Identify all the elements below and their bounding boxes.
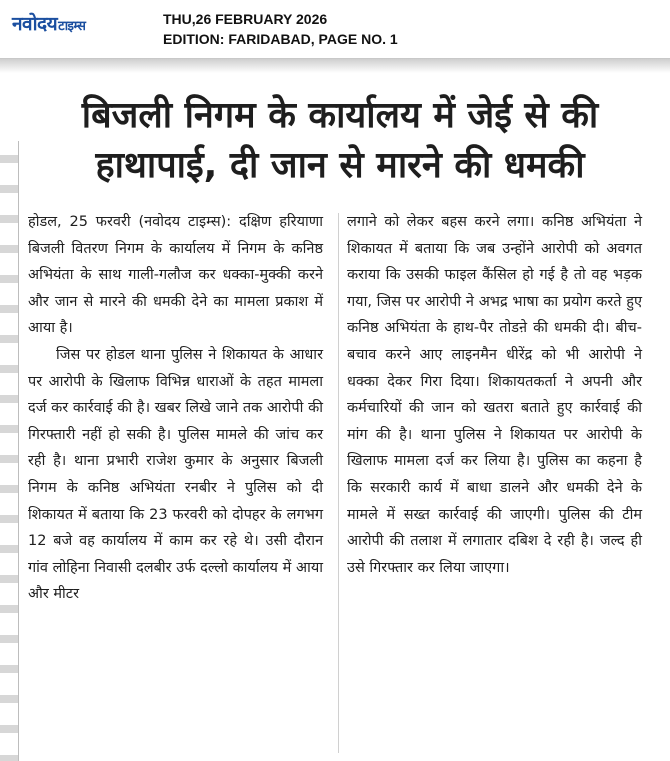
issue-date: THU,26 FEBRUARY 2026 [163,11,328,27]
article-column-2 [347,209,642,581]
logo-title: नवोदय [12,13,58,35]
newspaper-logo[interactable] [12,10,85,36]
article-column-1 [28,209,323,608]
paragraph: जिस पर होडल थाना पुलिस ने शिकायत के आधार पर आरोपी के खिलाफ विभिन्न धाराओं के तहत मामला दर्ज कर कार्रवाई की है। खबर लिखे जाने तक आरोपी की गिरफ्तारी नहीं हो सकी है। पुलिस मामले की जांच कर रही है। थाना प्रभारी राजेश कुमार के अनुसार बिजली निगम के कनिष्ठ अभियंता रनबीर ने पुलिस को दी शिकायत में बताया कि 23 फरवरी को दोपहर के लगभग 12 बजे वह कार्यालय में काम कर रहे थे। उसी दौरान गांव लोहिना निवासी दलबीर उर्फ दल्लो कार्यालय में आया और मीटर [28,346,323,603]
epaper-header [0,0,670,59]
paragraph: होडल, 25 फरवरी (नवोदय टाइम्स): दक्षिण हरियाणा बिजली वितरण निगम के कार्यालय में निगम के कनिष्ठ अभियंता के साथ गाली-गलौज कर धक्का-मुक्की करने और जान से मारने की धमकी देने का मामला प्रकाश में आया है। [28,214,323,337]
column-divider [338,213,339,753]
edition-page: EDITION: FARIDABAD, PAGE NO. 1 [163,31,398,47]
article-headline: बिजली निगम के कार्यालय में जेई से की हाथापाई, दी जान से मारने की धमकी [81,95,599,186]
neighbor-column-strip [0,141,19,761]
article-clipping [0,59,670,761]
paragraph: लगाने को लेकर बहस करने लगा। कनिष्ठ अभियंता ने शिकायत में बताया कि जब उन्होंने आरोपी को अवगत कराया कि उसकी फाइल कैंसिल हो गई है तो वह भड़क गया, जिस पर आरोपी ने अभद्र भाषा का प्रयोग करते हुए कनिष्ठ अभियंता के हाथ-पैर तोडऩे की धमकी दी। बीच-बचाव करने आए लाइनमैन धीरेंद्र को भी आरोपी ने धक्का देकर गिरा दिया। शिकायतकर्ता ने अपनी और कर्मचारियों की जान को खतरा बताते हुए कार्रवाई की मांग की है। थाना पुलिस ने शिकायत पर आरोपी के खिलाफ मामला दर्ज कर लिया है। पुलिस का कहना है कि सरकारी कार्य में बाधा डालने और धमकी देने के मामले में सख्त कार्रवाई की जाएगी। पुलिस की टीम आरोपी की तलाश में लगातार दबिश दे रही है। जल्द ही उसे गिरफ्तार कर लिया जाएगा। [347,214,642,576]
logo-subtitle: टाइम्स [58,19,86,34]
neighbor-article-strip [0,59,670,73]
edition-info [163,9,398,49]
